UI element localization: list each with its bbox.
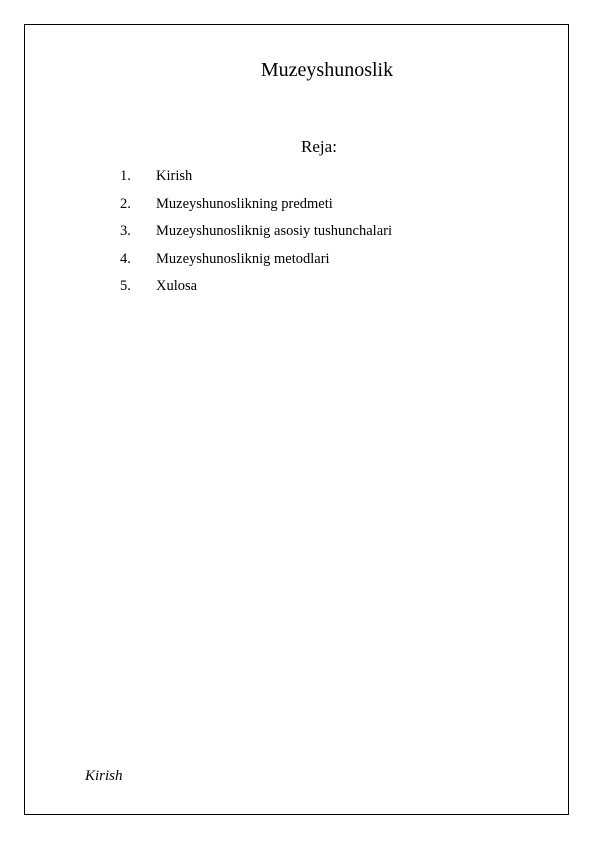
plan-item-text: Muzeyshunosliknig asosiy tushunchalari (156, 223, 393, 239)
plan-heading: Reja: (301, 137, 337, 156)
plan-item-text: Muzeyshunosliknig metodlari (156, 250, 330, 267)
plan-item-number: 3. (120, 223, 131, 239)
plan-item-text: Muzeyshunoslikning predmeti (156, 195, 333, 212)
plan-item-number: 5. (120, 278, 131, 294)
plan-item-text: Kirish (156, 168, 193, 184)
plan-item-number: 2. (120, 195, 131, 212)
plan-item-number: 1. (120, 168, 131, 184)
plan-item-text: Xulosa (156, 278, 198, 294)
plan-item-number: 4. (120, 250, 131, 267)
document-title: Muzeyshunoslik (260, 59, 394, 81)
section-heading: Kirish (85, 768, 123, 784)
